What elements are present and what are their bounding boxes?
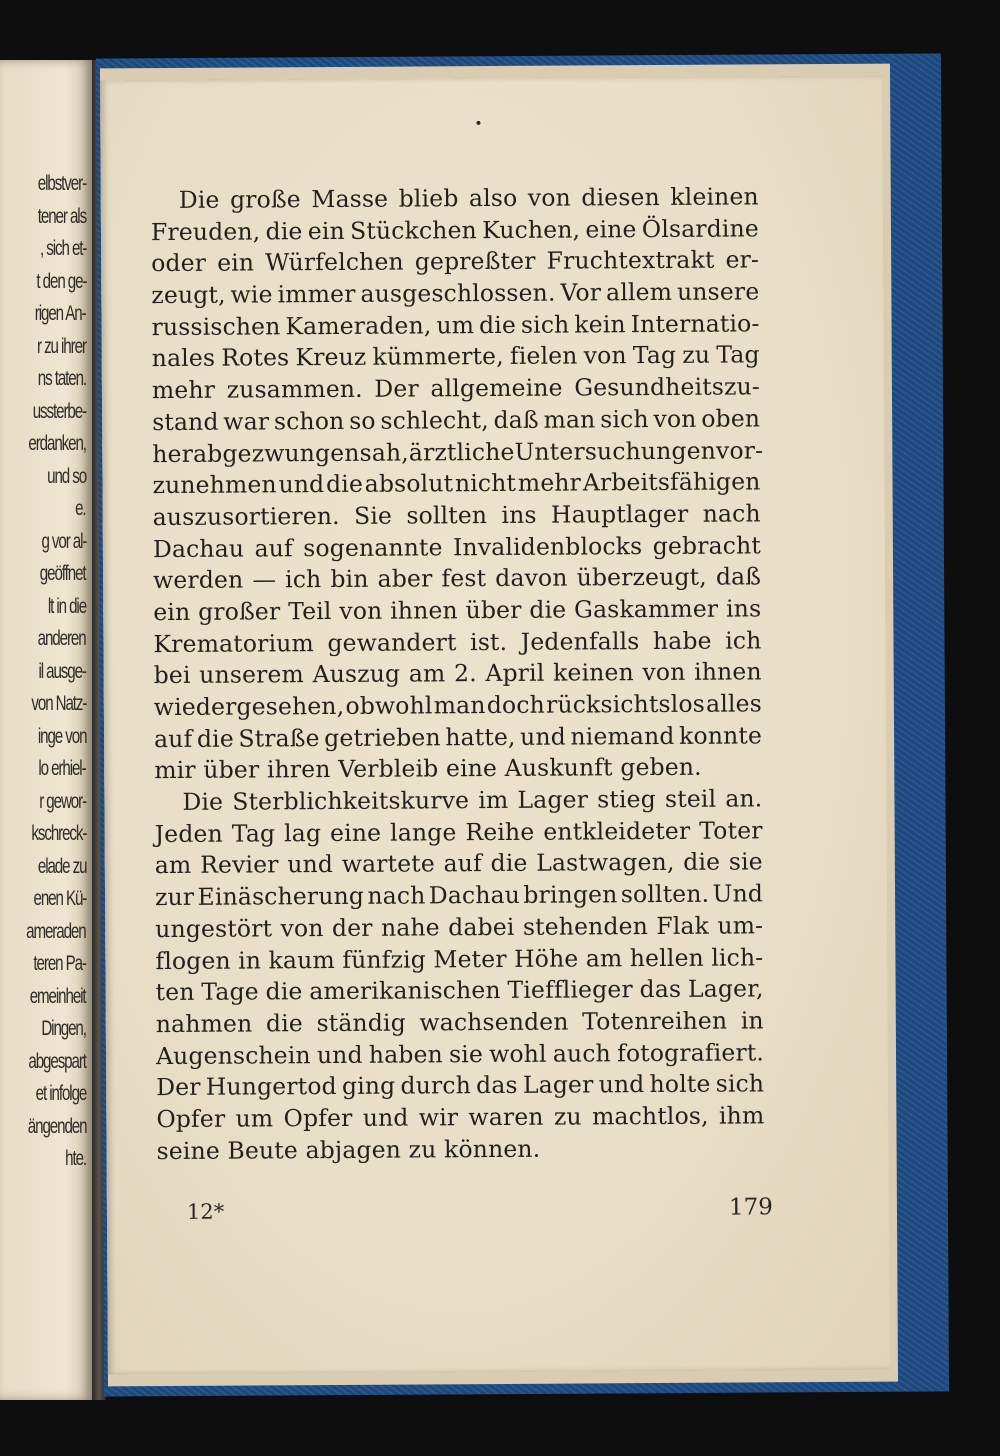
word: mehr xyxy=(151,375,216,405)
text-line xyxy=(152,372,760,407)
page-number: 179 xyxy=(728,1194,773,1221)
word: rücksichtslos xyxy=(545,689,705,719)
word: alles xyxy=(706,689,762,718)
word: Höhe xyxy=(514,943,579,973)
word: oben xyxy=(701,404,761,433)
word: diesen xyxy=(581,182,660,212)
word: waren xyxy=(468,1102,544,1132)
word: wartete xyxy=(341,849,435,879)
word: Würfelchen xyxy=(265,247,404,277)
word: von xyxy=(583,341,627,370)
text-line xyxy=(156,974,764,1009)
word: russischen xyxy=(151,312,281,341)
word: zu xyxy=(553,1102,582,1131)
word: die xyxy=(325,469,364,499)
word: war xyxy=(223,407,270,436)
word: Fruchtextrakt xyxy=(546,246,715,276)
left-page-text-fragment: elade zu xyxy=(37,854,86,878)
word: Tiefflieger xyxy=(507,975,633,1005)
word: ihnen xyxy=(694,657,762,687)
word: aber xyxy=(377,564,433,593)
word: dabei xyxy=(448,912,515,942)
word: Invalidenblocks xyxy=(452,531,643,561)
word: Jedenfalls xyxy=(520,626,640,656)
word: stieg xyxy=(597,785,656,814)
word: von xyxy=(280,913,324,943)
word: auszusortieren. xyxy=(152,501,340,531)
word: Dachau xyxy=(152,534,245,563)
word: großer xyxy=(198,597,281,626)
text-line xyxy=(155,910,763,945)
word: Tage xyxy=(201,977,259,1006)
word: also xyxy=(468,183,518,213)
word: und xyxy=(316,1040,363,1069)
word: stehenden xyxy=(522,911,649,941)
word: lich- xyxy=(711,942,764,972)
word: im xyxy=(478,785,509,815)
left-page-text-fragment: Dingen, xyxy=(41,1017,86,1040)
page-top-mark: • xyxy=(474,116,483,133)
text-line xyxy=(151,181,759,216)
word: er- xyxy=(725,245,760,274)
word: steil xyxy=(664,784,717,814)
word: Der xyxy=(374,374,419,403)
word: Hauptlager xyxy=(550,499,689,529)
word: wir xyxy=(418,1103,459,1132)
word: gepreßter xyxy=(414,247,536,276)
word: allgemeine xyxy=(430,373,563,403)
line-text: mir über ihren Verbleib eine Auskunft geben. xyxy=(154,753,702,785)
word: niemand xyxy=(570,721,675,751)
word: ich xyxy=(725,625,762,655)
word: sollten. xyxy=(620,879,710,909)
word: nales xyxy=(151,344,216,373)
left-page-text-fragment: il ausge- xyxy=(38,659,86,683)
word: Gesundheitszu- xyxy=(574,372,761,402)
word: immer xyxy=(277,279,356,309)
word: Und xyxy=(712,879,764,908)
word: von xyxy=(527,183,571,212)
word: ausgeschlossen. xyxy=(360,278,556,308)
word: stand xyxy=(152,407,219,436)
left-page-text-fragment: lt in die xyxy=(47,594,86,618)
word: April xyxy=(485,659,545,688)
word: ihnen xyxy=(390,596,458,625)
text-line xyxy=(151,308,759,343)
word: oder xyxy=(151,249,207,278)
word: Reihe xyxy=(465,817,535,846)
page-body-text xyxy=(151,181,765,1167)
word: das xyxy=(639,975,682,1004)
left-page-text-fragment: ns taten. xyxy=(37,367,86,390)
left-page-text-fragment: ussterbe- xyxy=(32,399,86,423)
word: kaum xyxy=(268,945,335,974)
word: kleinen xyxy=(670,182,759,211)
word: Straße xyxy=(238,723,320,753)
word: konnte xyxy=(678,721,763,750)
text-line xyxy=(155,878,763,913)
word: bin xyxy=(330,565,369,594)
word: und xyxy=(520,722,566,751)
word: lag xyxy=(284,818,322,848)
word: zu xyxy=(682,341,711,370)
word: entkleideter xyxy=(543,816,691,846)
word: die xyxy=(683,848,721,877)
left-page-text-fragment: t den ge- xyxy=(36,269,86,293)
word: und xyxy=(287,850,334,879)
word: die xyxy=(265,216,303,246)
word: unserem xyxy=(199,660,305,690)
word: Dachau xyxy=(428,880,521,910)
word: daß xyxy=(715,562,762,591)
text-line xyxy=(156,1037,764,1072)
word: eine xyxy=(329,818,382,847)
word: Auszug xyxy=(312,659,401,689)
word: Arbeitsfähigen xyxy=(582,467,761,497)
word: Krematorium xyxy=(153,628,314,658)
text-line xyxy=(156,1100,764,1135)
word: Sterblichkeitskurve xyxy=(232,786,470,816)
word: der xyxy=(331,913,373,942)
text-line xyxy=(154,783,762,818)
left-page-text-fragment: erdanken, xyxy=(28,432,86,455)
text-line xyxy=(152,435,764,470)
word: sie xyxy=(728,847,763,877)
word: und xyxy=(362,1103,409,1132)
left-page-text-fragment: ameraden xyxy=(26,919,86,943)
word: zur xyxy=(154,882,195,912)
word: am xyxy=(408,659,446,688)
word: haben xyxy=(368,1039,443,1069)
left-page-text-fragment: r gewor- xyxy=(39,789,86,813)
word: schon xyxy=(273,406,345,436)
word: werden xyxy=(153,565,244,595)
word: sollten xyxy=(406,500,488,530)
word: ein xyxy=(307,216,345,245)
word: Jeden xyxy=(154,819,223,848)
left-page-text-fragment: abgespart xyxy=(28,1049,86,1073)
word: keinen xyxy=(553,658,634,687)
word: große xyxy=(229,185,301,214)
word: die xyxy=(490,849,528,878)
word: Tag xyxy=(632,341,677,370)
word: Sie xyxy=(353,501,393,530)
word: von xyxy=(642,658,686,687)
word: die xyxy=(196,724,234,753)
word: von xyxy=(653,404,697,433)
word: von xyxy=(339,596,383,625)
word: wiedergesehen, xyxy=(153,691,345,722)
word: Totenreihen xyxy=(582,1006,728,1036)
word: nach xyxy=(702,499,761,528)
left-page-text-fragment: et infolge xyxy=(35,1082,86,1105)
signature-mark: 12* xyxy=(186,1199,225,1224)
word: die xyxy=(265,1009,303,1038)
word: Hungertod xyxy=(205,1072,337,1102)
text-line xyxy=(152,467,760,502)
word: kümmerte, xyxy=(372,342,504,372)
word: nahe xyxy=(380,913,440,942)
word: in xyxy=(238,945,262,975)
word: Masse xyxy=(311,184,389,214)
left-page-text-fragment: , sich et- xyxy=(39,237,86,260)
text-line xyxy=(156,1069,764,1104)
word: gezwungen xyxy=(222,438,360,468)
word: wachsenden xyxy=(419,1007,569,1037)
word: Die xyxy=(178,185,220,214)
left-page-text-fragment: tener als xyxy=(37,204,86,228)
word: und xyxy=(278,470,325,499)
left-page-text-fragment: lo erhiel- xyxy=(38,757,86,780)
word: um xyxy=(436,310,475,340)
text-line xyxy=(151,213,759,248)
text-line xyxy=(153,593,761,628)
word: Teil xyxy=(288,596,332,626)
word: doch xyxy=(486,690,545,720)
word: Lager, xyxy=(687,974,764,1004)
text-line xyxy=(155,815,763,850)
left-page-text-fragment: emeinheit xyxy=(30,984,86,1008)
word: absolut xyxy=(364,469,454,498)
word: mehr xyxy=(517,468,582,498)
word: ins xyxy=(726,594,762,623)
word: die xyxy=(478,310,517,339)
word: ungestört xyxy=(155,914,273,943)
word: am xyxy=(585,943,623,972)
left-page-text-fragment: hte. xyxy=(65,1147,86,1170)
word: Vor xyxy=(560,278,602,307)
word: die xyxy=(529,595,567,624)
word: zunehmen xyxy=(152,470,277,500)
left-page-text-fragment: e. xyxy=(75,497,86,520)
text-line xyxy=(151,245,759,280)
word: die xyxy=(265,977,303,1006)
text-line xyxy=(154,720,762,755)
text-line xyxy=(153,625,761,660)
word: überzeugt, xyxy=(576,562,707,592)
left-page-text-fragment: geöffnet xyxy=(40,562,86,585)
left-page-text-fragment: g vor al- xyxy=(41,529,86,553)
word: sah, xyxy=(359,438,409,467)
word: um xyxy=(235,1104,274,1133)
word: auf xyxy=(254,533,293,563)
word: auch xyxy=(552,1038,611,1068)
word: bei xyxy=(153,661,191,690)
word: gebracht xyxy=(652,530,761,560)
word: — xyxy=(252,565,277,594)
word: Lastwagen, xyxy=(536,848,675,878)
word: bringen xyxy=(523,880,618,909)
word: auf xyxy=(443,849,482,878)
word: Stückchen xyxy=(350,215,477,245)
text-line xyxy=(155,847,763,882)
word: Opfer xyxy=(156,1104,226,1134)
text-line xyxy=(153,562,761,597)
word: zeugt, xyxy=(151,280,226,310)
word: hatte, xyxy=(445,722,516,751)
word: hellen xyxy=(629,943,704,972)
word: man xyxy=(543,405,596,434)
word: Rotes xyxy=(221,343,290,373)
word: ärztliche xyxy=(408,437,515,467)
word: Lager xyxy=(522,1070,594,1100)
word: Opfer xyxy=(283,1103,353,1133)
word: daß xyxy=(493,405,539,434)
left-page-text-fragment: teren Pa- xyxy=(33,952,86,975)
word: amerikanischen xyxy=(309,976,501,1006)
text-line xyxy=(154,657,762,692)
word: Toter xyxy=(699,816,763,845)
word: unsere xyxy=(676,277,760,306)
word: fest xyxy=(441,564,487,593)
word: Freuden, xyxy=(150,217,261,246)
text-line xyxy=(152,403,760,438)
word: ich xyxy=(285,565,322,594)
left-page-text-fragment: rigen An- xyxy=(35,302,86,325)
word: Gaskammer xyxy=(574,594,719,624)
word: Kuchen, xyxy=(482,215,581,244)
left-page-text-fragment: inge von xyxy=(37,724,86,748)
word: auf xyxy=(153,724,193,753)
word: sich xyxy=(600,404,649,434)
word: fielen xyxy=(509,341,578,371)
left-page-text-fragment: ängenden xyxy=(27,1114,86,1138)
word: ist. xyxy=(470,627,508,656)
word: zusammen. xyxy=(226,374,363,404)
word: und xyxy=(598,1070,645,1099)
word: am xyxy=(154,851,192,880)
word: fotografiert. xyxy=(616,1037,765,1067)
word: nahmen xyxy=(155,1009,253,1038)
word: über xyxy=(465,595,522,625)
word: so xyxy=(349,406,376,435)
text-line xyxy=(152,340,760,375)
word: eine xyxy=(585,214,637,244)
text-line xyxy=(156,1005,764,1040)
left-page-text-fragment: enen Kü- xyxy=(33,887,86,910)
right-page xyxy=(100,76,890,1375)
text-line xyxy=(154,752,762,787)
word: schlecht, xyxy=(380,405,489,435)
text-line xyxy=(154,688,762,723)
word: nach xyxy=(367,881,426,910)
left-page-text-fragment: anderen xyxy=(38,627,86,650)
text-line xyxy=(153,498,761,533)
word: in xyxy=(740,1006,764,1035)
word: sich xyxy=(520,310,570,339)
word: allem xyxy=(606,277,673,307)
word: fünfzig xyxy=(342,944,427,974)
word: vor- xyxy=(715,435,764,465)
word: an. xyxy=(725,784,763,813)
left-page-text-fragment: elbstver- xyxy=(37,172,86,195)
word: Flak xyxy=(656,911,710,940)
word: Tag xyxy=(716,340,760,370)
word: habe xyxy=(652,626,712,655)
word: sie xyxy=(448,1039,484,1068)
word: kein xyxy=(574,309,626,339)
word: ging xyxy=(341,1071,396,1101)
word: Einäscherung xyxy=(197,881,365,911)
word: Tag xyxy=(231,819,276,848)
word: Lager xyxy=(517,785,589,814)
text-line xyxy=(151,276,759,311)
word: lange xyxy=(390,817,457,847)
word: das xyxy=(476,1071,518,1100)
word: Die xyxy=(182,787,224,816)
word: obwohl xyxy=(345,691,433,720)
word: ein xyxy=(153,597,191,627)
word: sich xyxy=(715,1069,765,1098)
word: davon xyxy=(495,563,568,593)
line-text: seine Beute abjagen zu können. xyxy=(156,1134,541,1165)
left-page-text-fragment: von Natz- xyxy=(31,692,86,715)
word: 2. xyxy=(453,659,477,688)
word: man xyxy=(433,691,486,720)
word: wohl xyxy=(489,1039,547,1068)
word: herab xyxy=(152,439,223,468)
word: blieb xyxy=(398,184,459,213)
word: Internatio- xyxy=(630,309,760,338)
text-line xyxy=(157,1132,765,1167)
left-page-text-fragment: r zu ihrer xyxy=(37,334,86,358)
word: ständig xyxy=(316,1008,406,1037)
left-page-text-fragment: kschreck- xyxy=(31,822,86,845)
word: sogenannte xyxy=(303,532,443,562)
word: Meter xyxy=(433,944,507,973)
word: flogen xyxy=(155,946,231,975)
word: gewandert xyxy=(327,627,457,657)
word: Der xyxy=(156,1073,201,1102)
word: holte xyxy=(649,1069,711,1099)
word: ein xyxy=(217,248,255,278)
word: ins xyxy=(501,500,537,529)
word: um- xyxy=(717,911,764,940)
word: Untersuchungen xyxy=(514,436,717,466)
text-line xyxy=(153,530,761,565)
word: getrieben xyxy=(324,723,441,752)
word: Augenschein xyxy=(155,1040,311,1070)
word: Kreuz xyxy=(295,343,367,372)
word: Ölsardine xyxy=(641,214,759,243)
word: Kameraden, xyxy=(285,311,432,341)
left-page-text-fragment: und so xyxy=(47,464,86,488)
word: durch xyxy=(400,1071,472,1100)
word: wie xyxy=(230,280,273,309)
word: nicht xyxy=(454,469,517,498)
word: ten xyxy=(155,978,195,1007)
word: Revier xyxy=(200,850,279,880)
text-line xyxy=(155,942,763,977)
word: ihm xyxy=(718,1101,765,1130)
word: machtlos, xyxy=(591,1101,709,1131)
left-facing-page xyxy=(0,60,92,1400)
